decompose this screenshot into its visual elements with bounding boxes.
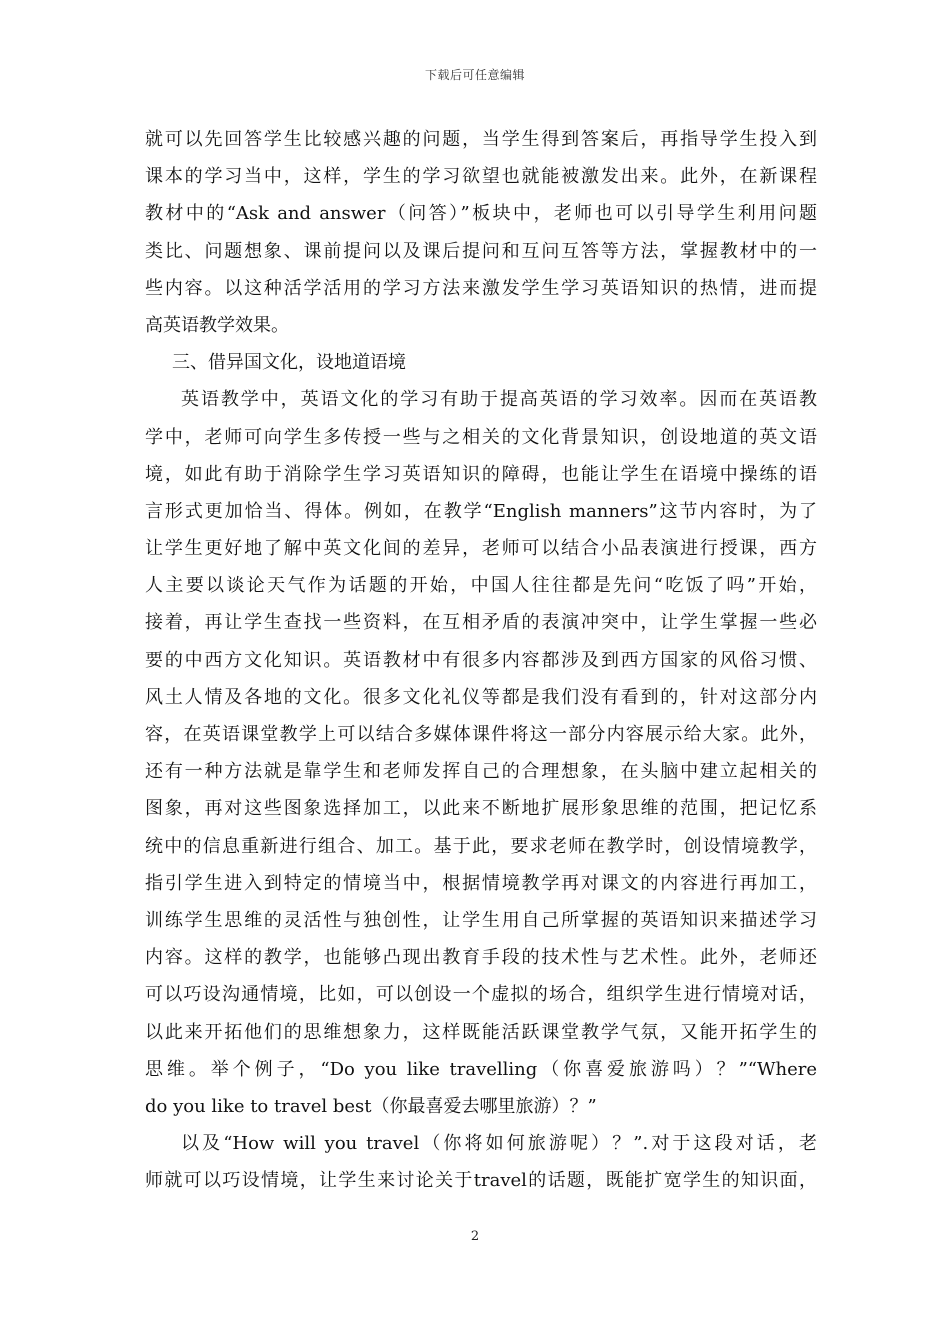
- text-line: 指引学生进入到特定的情境当中，根据情境教学再对课文的内容进行再加工，: [145, 872, 817, 894]
- text-line: 些内容。以这种活学活用的学习方法来激发学生学习英语知识的热情，进而提: [145, 277, 817, 299]
- text-line: 境，如此有助于消除学生学习英语知识的障碍，也能让学生在语境中操练的语: [145, 463, 817, 485]
- text-line: 容，在英语课堂教学上可以结合多媒体课件将这一部分内容展示给大家。此外，: [145, 724, 817, 745]
- page-number: 2: [470, 1229, 480, 1244]
- text-line: do you like to travel best（你最喜爱去哪里旅游）？”: [145, 1095, 597, 1117]
- text-line: 还有一种方法就是靠学生和老师发挥自己的合理想象，在头脑中建立起相关的: [145, 761, 817, 783]
- text-line: 要的中西方文化知识。英语教材中有很多内容都涉及到西方国家的风俗习惯、: [145, 649, 817, 671]
- page-header: 下载后可任意编辑: [424, 68, 525, 82]
- text-line: 风土人情及各地的文化。很多文化礼仪等都是我们没有看到的，针对这部分内: [145, 686, 817, 708]
- text-line: 训练学生思维的灵活性与独创性，让学生用自己所掌握的英语知识来描述学习: [145, 909, 817, 931]
- text-line: 教材中的“Ask and answer（问答）”板块中，老师也可以引导学生利用问题: [145, 203, 817, 225]
- text-line: 接着，再让学生查找一些资料，在互相矛盾的表演冲突中，让学生掌握一些必: [145, 612, 817, 634]
- text-line: 思维。举个例子，“Do you like travelling（你喜爱旅游吗）？”“Where: [145, 1058, 817, 1080]
- text-line: 高英语教学效果。: [145, 314, 289, 336]
- text-line: 内容。这样的教学，也能够凸现出教育手段的技术性与艺术性。此外，老师还: [145, 947, 817, 969]
- text-line: 以此来开拓他们的思维想象力，这样既能活跃课堂教学气氛，又能开拓学生的: [145, 1021, 817, 1043]
- text-line: 人主要以谈论天气作为话题的开始，中国人往往都是先问“吃饭了吗”开始，: [145, 575, 817, 597]
- text-line: 言形式更加恰当、得体。例如，在教学“English manners”这节内容时，为了: [145, 500, 817, 522]
- text-line: 类比、问题想象、课前提问以及课后提问和互问互答等方法，掌握教材中的一: [145, 240, 817, 262]
- text-line: 以及“How will you travel（你将如何旅游呢）？”.对于这段对话，老: [181, 1133, 817, 1155]
- text-line: 就可以先回答学生比较感兴趣的问题，当学生得到答案后，再指导学生投入到: [145, 129, 817, 150]
- text-line: 学中，老师可向学生多传授一些与之相关的文化背景知识，创设地道的英文语: [145, 426, 817, 448]
- body-text: [145, 121, 817, 1199]
- text-line: 课本的学习当中，这样，学生的学习欲望也就能被激发出来。此外，在新课程: [145, 166, 817, 188]
- text-line: 师就可以巧设情境，让学生来讨论关于travel的话题，既能扩宽学生的知识面，: [145, 1170, 817, 1192]
- text-line: 统中的信息重新进行组合、加工。基于此，要求老师在教学时，创设情境教学，: [145, 835, 817, 857]
- section-heading: 三、借异国文化，设地道语境: [172, 352, 406, 374]
- text-line: 让学生更好地了解中英文化间的差异，老师可以结合小品表演进行授课，西方: [145, 538, 817, 560]
- text-line: 图象，再对这些图象选择加工，以此来不断地扩展形象思维的范围，把记忆系: [145, 798, 817, 820]
- text-line: 可以巧设沟通情境，比如，可以创设一个虚拟的场合，组织学生进行情境对话，: [145, 984, 817, 1006]
- text-line: 英语教学中，英语文化的学习有助于提高英语的学习效率。因而在英语教: [181, 389, 817, 411]
